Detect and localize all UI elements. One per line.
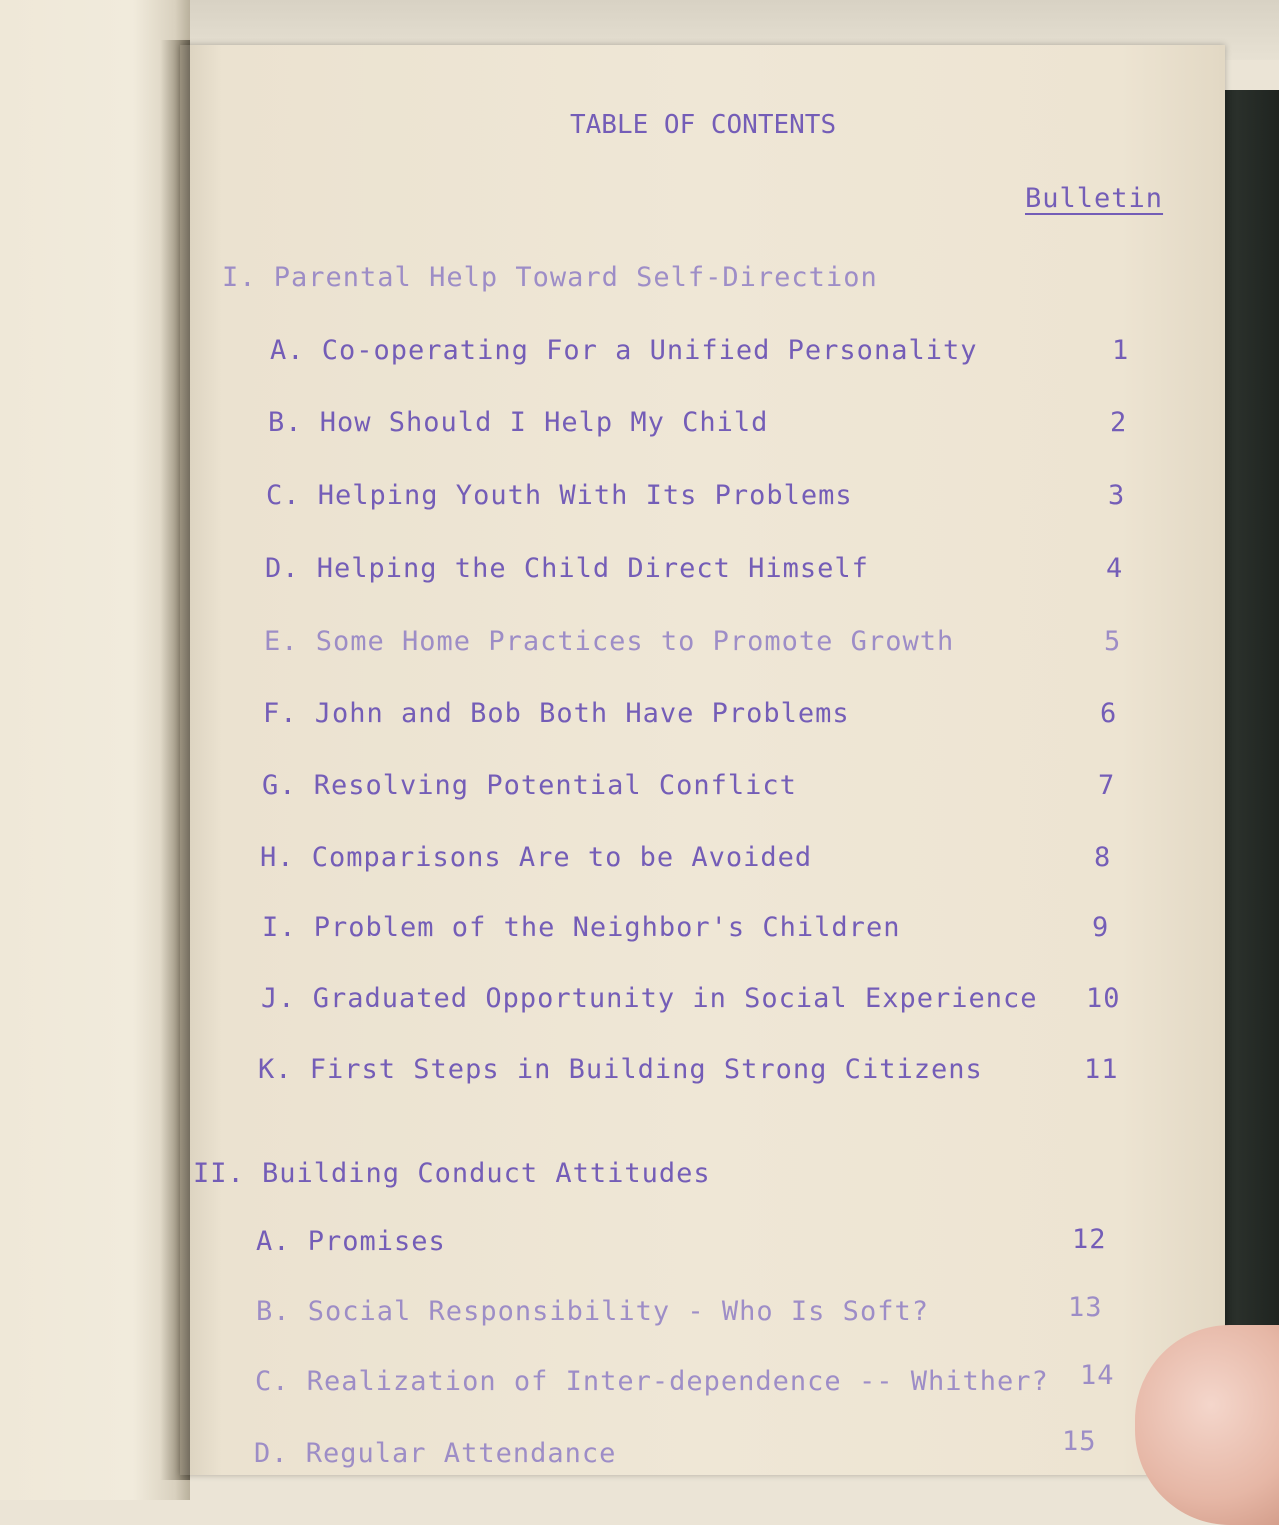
toc-entry-label: C. Realization of Inter-dependence -- Whither? (255, 1366, 1049, 1397)
right-page (180, 45, 1225, 1475)
toc-entry-bulletin: 8 (1094, 842, 1112, 873)
toc-entry-label: K. First Steps in Building Strong Citizens (258, 1054, 983, 1085)
toc-entry-label: I. Problem of the Neighbor's Children (262, 912, 901, 943)
toc-entry-label: B. Social Responsibility - Who Is Soft? (256, 1296, 929, 1327)
toc-entry-label: F. John and Bob Both Have Problems (263, 698, 850, 729)
toc-entry-label: B. How Should I Help My Child (268, 407, 769, 438)
toc-entry-label: A. Co-operating For a Unified Personality (270, 335, 978, 366)
toc-entry-bulletin: 6 (1100, 698, 1118, 729)
toc-entry-bulletin: 1 (1112, 335, 1130, 366)
toc-entry-bulletin: 4 (1106, 553, 1124, 584)
toc-entry-bulletin: 10 (1086, 983, 1121, 1014)
toc-entry-label: A. Promises (256, 1226, 446, 1257)
toc-entry-label: H. Comparisons Are to be Avoided (260, 842, 813, 873)
page-title: TABLE OF CONTENTS (570, 110, 837, 140)
toc-entry-label: E. Some Home Practices to Promote Growth (264, 626, 955, 657)
toc-entry-label: D. Regular Attendance (254, 1438, 617, 1469)
toc-entry-bulletin: 2 (1110, 407, 1128, 438)
toc-entry-label: G. Resolving Potential Conflict (262, 770, 797, 801)
toc-entry-label: D. Helping the Child Direct Himself (265, 553, 869, 584)
toc-entry-bulletin: 5 (1104, 626, 1122, 657)
toc-entry-bulletin: 13 (1068, 1292, 1103, 1323)
toc-entry-bulletin: 12 (1072, 1224, 1107, 1255)
section-heading: II. Building Conduct Attitudes (193, 1158, 711, 1189)
toc-entry-bulletin: 7 (1098, 770, 1116, 801)
book-gutter (160, 40, 190, 1480)
bulletin-column-header: Bulletin (1025, 183, 1164, 214)
toc-entry-label: C. Helping Youth With Its Problems (266, 480, 853, 511)
toc-entry-bulletin: 14 (1080, 1360, 1115, 1391)
toc-entry-bulletin: 3 (1108, 480, 1126, 511)
toc-entry-bulletin: 15 (1062, 1426, 1097, 1457)
section-heading: I. Parental Help Toward Self-Direction (222, 262, 878, 293)
toc-entry-bulletin: 11 (1084, 1054, 1119, 1085)
toc-entry-label: J. Graduated Opportunity in Social Experience (261, 983, 1038, 1014)
toc-entry-bulletin: 9 (1092, 912, 1110, 943)
